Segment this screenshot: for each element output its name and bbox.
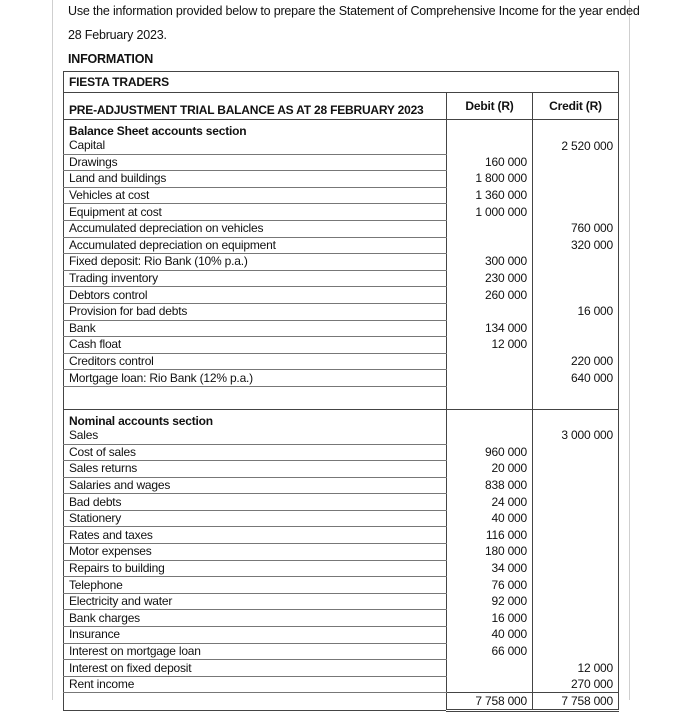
credit-amount [533,154,619,171]
table-row [64,627,619,644]
table-row [64,643,619,660]
debit-amount: 34 000 [447,560,533,577]
account-name: Land and buildings [64,171,447,188]
table-row [64,610,619,627]
credit-amount [533,254,619,271]
account-name: Repairs to building [64,560,447,577]
credit-amount: 320 000 [533,237,619,254]
total-credit: 7 758 000 [533,693,619,711]
credit-amount [533,461,619,478]
debit-amount [447,237,533,254]
table-row [64,461,619,478]
account-name: Mortgage loan: Rio Bank (12% p.a.) [64,370,447,387]
company-name-row [64,72,619,93]
spacer-cell [533,386,619,409]
header-row [64,93,619,120]
account-name: Sales [64,428,447,444]
section-heading-row [64,120,619,139]
account-name: Insurance [64,627,447,644]
empty-cell [447,409,533,428]
account-name: Interest on fixed deposit [64,660,447,677]
account-name: Salaries and wages [64,477,447,494]
debit-amount: 134 000 [447,320,533,337]
table-row [64,138,619,154]
table-row [64,477,619,494]
credit-amount [533,171,619,188]
credit-amount [533,643,619,660]
debit-amount [447,220,533,237]
table-row [64,370,619,387]
section-spacer [64,386,619,409]
account-name: Bad debts [64,494,447,511]
page-edge-right [629,0,630,700]
table-row [64,560,619,577]
table-row [64,287,619,304]
debit-amount: 960 000 [447,444,533,461]
debit-header: Debit (R) [447,93,533,120]
debit-amount [447,428,533,444]
credit-amount: 640 000 [533,370,619,387]
table-row [64,577,619,594]
credit-amount: 16 000 [533,303,619,320]
debit-amount: 116 000 [447,527,533,544]
credit-amount [533,577,619,594]
account-name: Drawings [64,154,447,171]
account-name: Bank charges [64,610,447,627]
table-row [64,428,619,444]
debit-amount: 66 000 [447,643,533,660]
debit-amount: 838 000 [447,477,533,494]
debit-amount [447,138,533,154]
account-name: Bank [64,320,447,337]
debit-amount: 24 000 [447,494,533,511]
credit-amount [533,337,619,354]
information-heading: INFORMATION [68,52,154,66]
trial-balance-title: PRE-ADJUSTMENT TRIAL BALANCE AS AT 28 FEBRUARY 2023 [64,93,447,120]
table-row [64,154,619,171]
page-edge-left [52,0,53,700]
account-name: Motor expenses [64,544,447,561]
credit-amount [533,627,619,644]
debit-amount: 16 000 [447,610,533,627]
debit-amount: 1 360 000 [447,187,533,204]
debit-amount [447,353,533,370]
account-name: Provision for bad debts [64,303,447,320]
spacer-cell [447,386,533,409]
empty-cell [533,120,619,139]
table-row [64,320,619,337]
credit-amount [533,204,619,221]
table-row [64,593,619,610]
account-name: Debtors control [64,287,447,304]
account-name: Accumulated depreciation on equipment [64,237,447,254]
debit-amount: 260 000 [447,287,533,304]
credit-amount [533,593,619,610]
table-row [64,187,619,204]
section-heading-row [64,409,619,428]
debit-amount [447,303,533,320]
credit-amount: 3 000 000 [533,428,619,444]
account-name: Accumulated depreciation on vehicles [64,220,447,237]
trial-balance-table [63,71,619,712]
section-heading: Nominal accounts section [64,409,447,428]
table-row [64,510,619,527]
account-name: Equipment at cost [64,204,447,221]
table-row [64,204,619,221]
credit-amount [533,510,619,527]
table-row [64,303,619,320]
credit-amount: 220 000 [533,353,619,370]
empty-cell [447,120,533,139]
debit-amount [447,660,533,677]
table-row [64,237,619,254]
credit-amount: 2 520 000 [533,138,619,154]
account-name: Telephone [64,577,447,594]
credit-amount [533,270,619,287]
credit-amount [533,560,619,577]
debit-amount: 1 800 000 [447,171,533,188]
spacer-cell [64,386,447,409]
debit-amount [447,370,533,387]
credit-amount: 12 000 [533,660,619,677]
credit-amount [533,444,619,461]
account-name: Rent income [64,676,447,693]
table-row [64,660,619,677]
table-row [64,676,619,693]
debit-amount: 180 000 [447,544,533,561]
table-row [64,444,619,461]
account-name: Fixed deposit: Rio Bank (10% p.a.) [64,254,447,271]
section-heading: Balance Sheet accounts section [64,120,447,139]
total-debit: 7 758 000 [447,693,533,711]
debit-amount: 1 000 000 [447,204,533,221]
credit-amount [533,187,619,204]
totals-label [64,693,447,711]
account-name: Electricity and water [64,593,447,610]
account-name: Capital [64,138,447,154]
debit-amount: 300 000 [447,254,533,271]
account-name: Trading inventory [64,270,447,287]
credit-amount [533,320,619,337]
company-name: FIESTA TRADERS [64,72,619,93]
credit-amount [533,527,619,544]
account-name: Cash float [64,337,447,354]
account-name: Creditors control [64,353,447,370]
debit-amount: 40 000 [447,510,533,527]
empty-cell [533,409,619,428]
debit-amount: 92 000 [447,593,533,610]
table-row [64,353,619,370]
credit-amount [533,287,619,304]
credit-amount [533,544,619,561]
debit-amount [447,676,533,693]
debit-amount: 160 000 [447,154,533,171]
debit-amount: 230 000 [447,270,533,287]
credit-amount [533,494,619,511]
instruction-line-2: 28 February 2023. [68,28,167,42]
credit-amount [533,610,619,627]
debit-amount: 40 000 [447,627,533,644]
table-row [64,220,619,237]
credit-amount: 270 000 [533,676,619,693]
account-name: Rates and taxes [64,527,447,544]
account-name: Stationery [64,510,447,527]
account-name: Sales returns [64,461,447,478]
debit-amount: 12 000 [447,337,533,354]
credit-amount: 760 000 [533,220,619,237]
account-name: Cost of sales [64,444,447,461]
table-row [64,270,619,287]
totals-row [64,693,619,711]
table-row [64,527,619,544]
table-row [64,171,619,188]
table-row [64,254,619,271]
credit-amount [533,477,619,494]
credit-header: Credit (R) [533,93,619,120]
table-row [64,494,619,511]
instruction-line-1: Use the information provided below to prepare the Statement of Comprehensive Income for the year ended [68,4,640,18]
account-name: Interest on mortgage loan [64,643,447,660]
debit-amount: 76 000 [447,577,533,594]
table-row [64,544,619,561]
table-row [64,337,619,354]
account-name: Vehicles at cost [64,187,447,204]
debit-amount: 20 000 [447,461,533,478]
